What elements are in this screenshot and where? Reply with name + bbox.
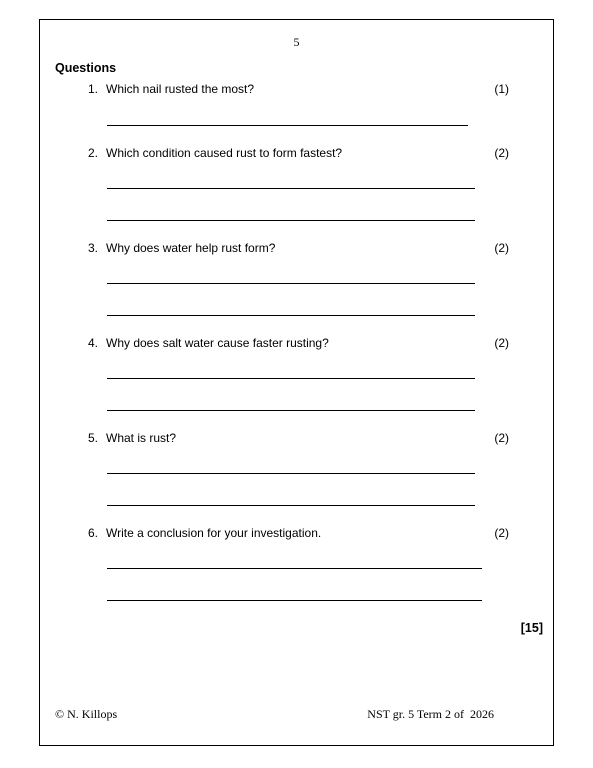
answer-line[interactable]	[107, 378, 475, 379]
questions-heading: Questions	[55, 61, 117, 75]
answer-line[interactable]	[107, 220, 475, 221]
footer-course: NST gr. 5 Term 2 of 2026	[367, 707, 494, 721]
question-text: Write a conclusion for your investigation.	[106, 526, 322, 540]
answer-line[interactable]	[107, 473, 475, 474]
question-marks: (2)	[494, 241, 509, 255]
question-marks: (2)	[494, 146, 509, 160]
question-marks: (2)	[494, 526, 509, 540]
question-text: Which nail rusted the most?	[106, 82, 255, 96]
question-text: Why does salt water cause faster rusting?	[106, 336, 329, 350]
question-number: 4.	[87, 336, 98, 350]
answer-line[interactable]	[107, 188, 475, 189]
question-number: 3.	[87, 241, 98, 255]
question-text: What is rust?	[106, 431, 177, 445]
question-number: 5.	[87, 431, 98, 445]
question-text: Why does water help rust form?	[106, 241, 276, 255]
answer-line[interactable]	[107, 600, 482, 601]
page-border	[39, 19, 554, 746]
total-marks: [15]	[520, 621, 543, 635]
answer-line[interactable]	[107, 410, 475, 411]
answer-line[interactable]	[107, 125, 468, 126]
question-number: 1.	[87, 82, 98, 96]
question-marks: (2)	[494, 336, 509, 350]
answer-line[interactable]	[107, 315, 475, 316]
answer-line[interactable]	[107, 568, 482, 569]
page-number: 5	[293, 35, 300, 49]
question-text: Which condition caused rust to form fastest?	[106, 146, 343, 160]
question-number: 2.	[87, 146, 98, 160]
question-marks: (2)	[494, 431, 509, 445]
answer-line[interactable]	[107, 505, 475, 506]
question-number: 6.	[87, 526, 98, 540]
answer-line[interactable]	[107, 283, 475, 284]
footer-copyright: © N. Killops	[55, 707, 118, 721]
question-marks: (1)	[494, 82, 509, 96]
